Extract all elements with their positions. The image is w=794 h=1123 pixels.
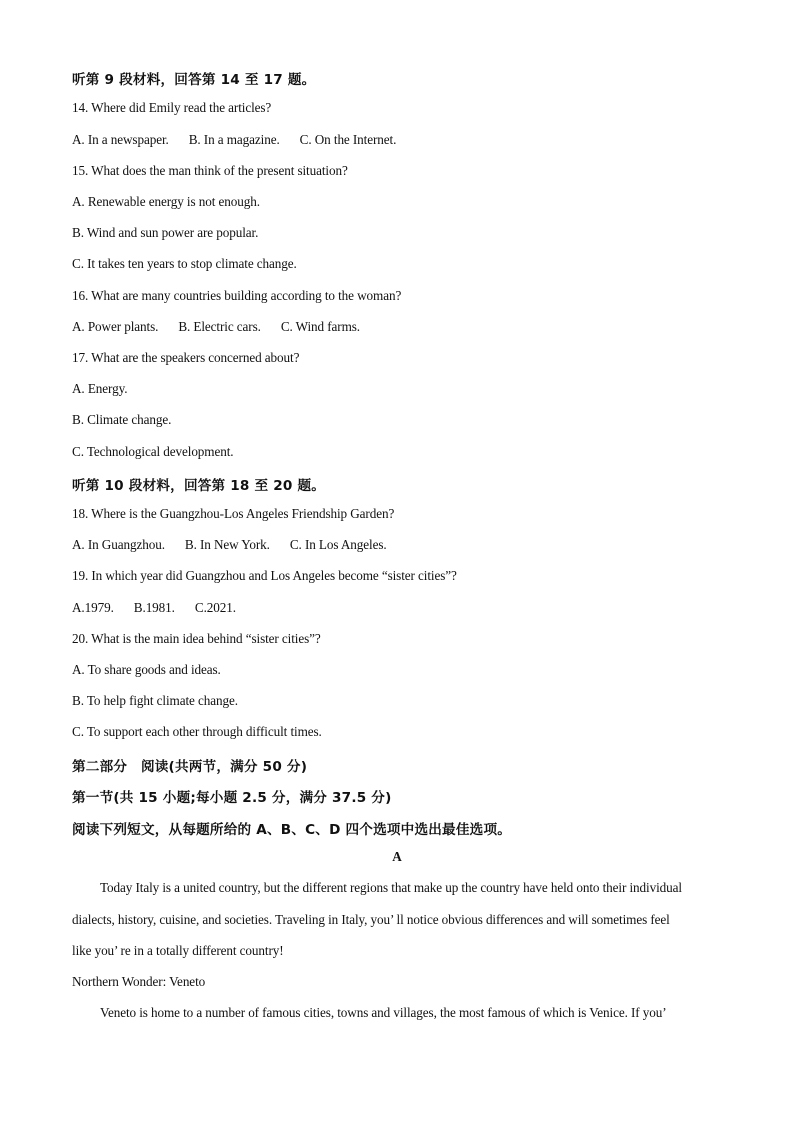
options-14 — [72, 132, 396, 148]
option-a: A. In Guangzhou. — [72, 537, 165, 552]
option-15-a: A. Renewable energy is not enough. — [72, 194, 260, 209]
option-b: B. In a magazine. — [188, 132, 280, 147]
option-17-a: A. Energy. — [72, 381, 128, 396]
question-19: 19. In which year did Guangzhou and Los Angeles become “sister cities”? — [72, 568, 457, 583]
part-two-heading: 第二部分 阅读(共两节，满分 50 分) — [72, 759, 308, 775]
option-15-b: B. Wind and sun power are popular. — [72, 225, 259, 240]
option-20-b: B. To help fight climate change. — [72, 693, 238, 708]
option-c: C. On the Internet. — [299, 132, 397, 147]
passage-paragraph-line: Veneto is home to a number of famous cities, towns and villages, the most famous of which is Venice. If you’ — [100, 1005, 667, 1020]
options-19 — [72, 600, 236, 616]
question-18: 18. Where is the Guangzhou-Los Angeles Friendship Garden? — [72, 506, 395, 521]
option-17-b: B. Climate change. — [72, 412, 172, 427]
options-18 — [72, 537, 387, 553]
passage-paragraph-line: like you’ re in a totally different country! — [72, 943, 284, 958]
passage-paragraph-line: dialects, history, cuisine, and societies. Traveling in Italy, you’ ll notice obvious differences and will sometimes feel — [72, 912, 670, 927]
option-b: B.1981. — [133, 600, 175, 615]
passage-letter: A — [392, 849, 402, 864]
question-17: 17. What are the speakers concerned about? — [72, 350, 300, 365]
passage-subheading: Northern Wonder: Veneto — [72, 974, 206, 989]
option-20-a: A. To share goods and ideas. — [72, 662, 221, 677]
section-one-heading: 第一节(共 15 小题;每小题 2.5 分，满分 37.5 分) — [72, 790, 392, 806]
option-a: A. In a newspaper. — [72, 132, 169, 147]
option-c: C.2021. — [194, 600, 236, 615]
option-15-c: C. It takes ten years to stop climate change. — [72, 256, 297, 271]
option-c: C. Wind farms. — [280, 319, 360, 334]
option-17-c: C. Technological development. — [72, 444, 234, 459]
question-20: 20. What is the main idea behind “sister cities”? — [72, 631, 321, 646]
option-a: A. Power plants. — [72, 319, 159, 334]
option-20-c: C. To support each other through difficult times. — [72, 724, 322, 739]
question-16: 16. What are many countries building according to the woman? — [72, 288, 402, 303]
question-15: 15. What does the man think of the present situation? — [72, 163, 348, 178]
options-16 — [72, 319, 360, 335]
option-b: B. Electric cars. — [178, 319, 261, 334]
option-c: C. In Los Angeles. — [289, 537, 387, 552]
section-heading-9: 听第 9 段材料，回答第 14 至 17 题。 — [72, 72, 316, 88]
option-a: A.1979. — [72, 600, 114, 615]
reading-instruction: 阅读下列短文，从每题所给的 A、B、C、D 四个选项中选出最佳选项。 — [72, 822, 512, 838]
passage-paragraph-line: Today Italy is a united country, but the different regions that make up the country have held onto their individual — [100, 880, 682, 895]
option-b: B. In New York. — [184, 537, 270, 552]
section-heading-10: 听第 10 段材料，回答第 18 至 20 题。 — [72, 478, 326, 494]
question-14: 14. Where did Emily read the articles? — [72, 100, 272, 115]
